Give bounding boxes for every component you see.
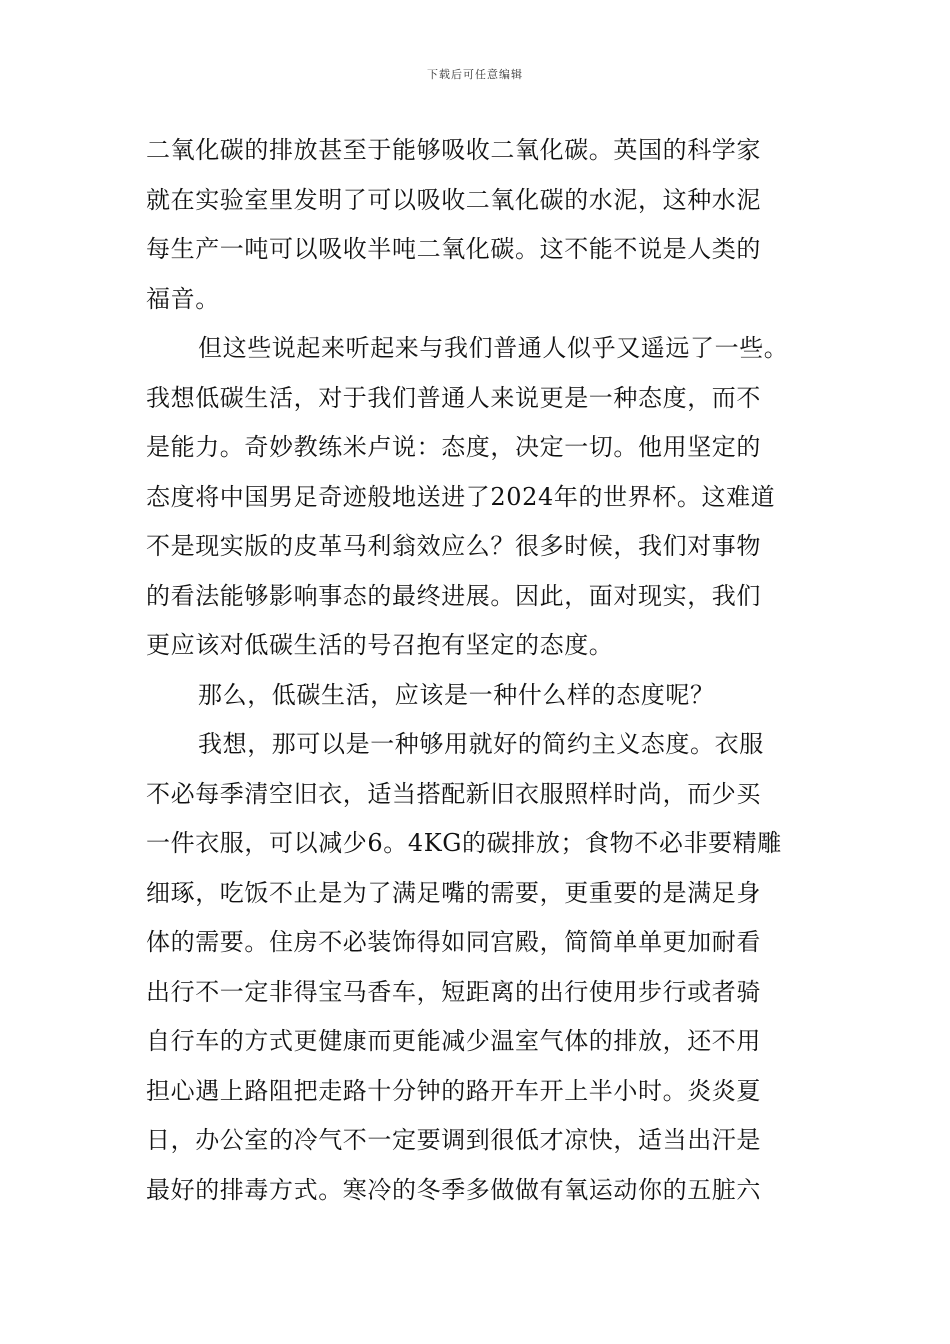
text-line: 最好的排毒方式。寒冷的冬季多做做有氧运动你的五脏六 bbox=[146, 1175, 761, 1204]
text-line: 担心遇上路阻把走路十分钟的路开车开上半小时。炎炎夏 bbox=[146, 1076, 761, 1105]
text-line: 就在实验室里发明了可以吸收二氧化碳的水泥，这种水泥 bbox=[146, 185, 761, 214]
text-line: 一件衣服，可以减少6。4KG的碳排放；食物不必非要精雕 bbox=[146, 829, 782, 857]
text-line: 二氧化碳的排放甚至于能够吸收二氧化碳。英国的科学家 bbox=[146, 136, 761, 164]
text-line: 福音。 bbox=[146, 284, 220, 313]
text-line: 细琢，吃饭不止是为了满足嘴的需要，更重要的是满足身 bbox=[146, 878, 761, 907]
text-line: 体的需要。住房不必装饰得如同宫殿，简简单单更加耐看 bbox=[146, 928, 761, 956]
text-line: 自行车的方式更健康而更能减少温室气体的排放，还不用 bbox=[146, 1027, 761, 1055]
text-line: 出行不一定非得宝马香车，短距离的出行使用步行或者骑 bbox=[146, 977, 761, 1006]
text-line: 更应该对低碳生活的号召抱有坚定的态度。 bbox=[146, 631, 614, 659]
text-line: 不必每季清空旧衣，适当搭配新旧衣服照样时尚，而少买 bbox=[146, 779, 761, 808]
text-line: 是能力。奇妙教练米卢说：态度，决定一切。他用坚定的 bbox=[146, 433, 761, 461]
text-line: 态度将中国男足奇迹般地送进了2024年的世界杯。这难道 bbox=[146, 482, 776, 511]
text-line: 的看法能够影响事态的最终进展。因此，面对现实，我们 bbox=[146, 581, 761, 610]
document-body bbox=[146, 126, 811, 1215]
text-line: 不是现实版的皮革马利翁效应么？很多时候，我们对事物 bbox=[146, 532, 761, 560]
page-header: 下载后可任意编辑 bbox=[427, 68, 523, 81]
paragraph-start-line: 但这些说起来听起来与我们普通人似乎又遥远了一些。 bbox=[198, 334, 789, 362]
paragraph-start-line: 那么，低碳生活，应该是一种什么样的态度呢？ bbox=[198, 680, 715, 709]
paragraph-start-line: 我想，那可以是一种够用就好的简约主义态度。衣服 bbox=[198, 730, 764, 758]
text-line: 我想低碳生活，对于我们普通人来说更是一种态度，而不 bbox=[146, 383, 761, 412]
text-line: 日，办公室的冷气不一定要调到很低才凉快，适当出汗是 bbox=[146, 1126, 761, 1154]
text-line: 每生产一吨可以吸收半吨二氧化碳。这不能不说是人类的 bbox=[146, 235, 761, 263]
